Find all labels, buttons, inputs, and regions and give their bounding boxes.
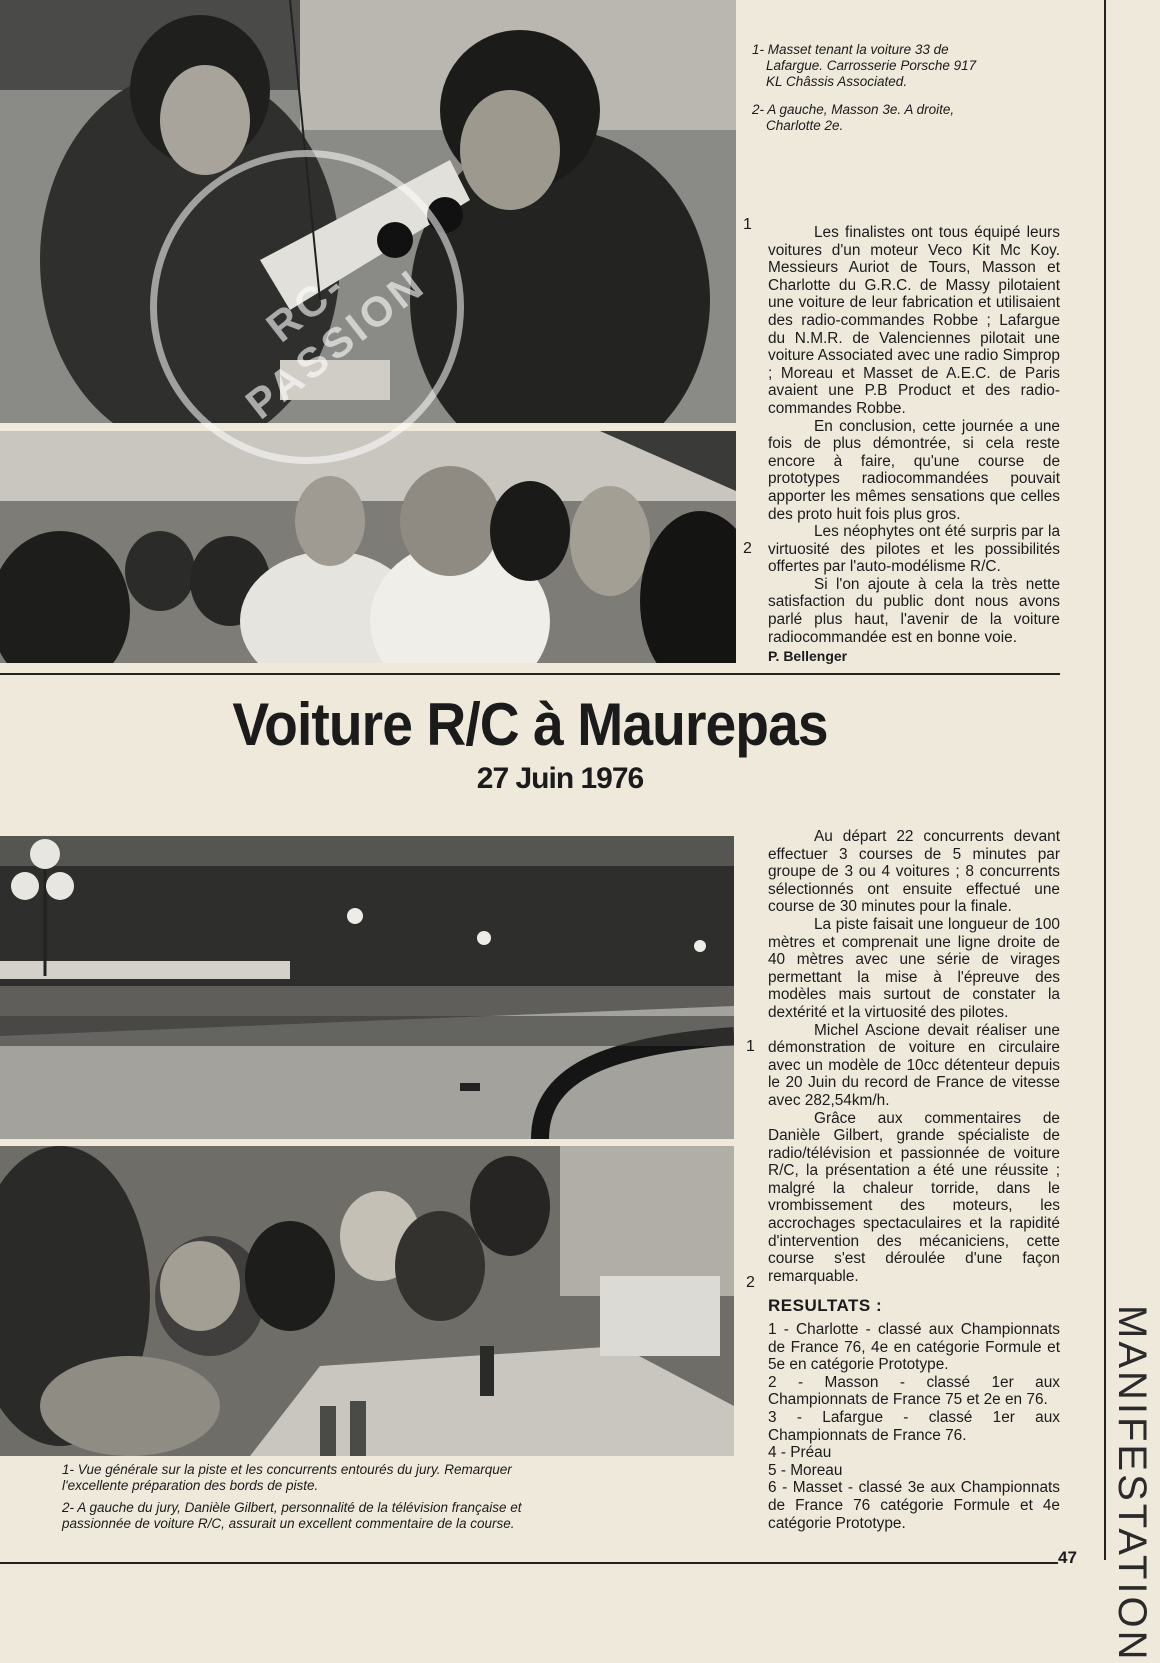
photo-number-1-bottom: 1 bbox=[746, 1038, 755, 1055]
result-item-3: 3 - Lafargue - classé 1er aux Championnats de France 76. bbox=[768, 1409, 1060, 1444]
result-item-4: 4 - Préau bbox=[768, 1444, 832, 1462]
results-section bbox=[768, 1297, 1060, 1532]
top-paragraph-2: En conclusion, cette journée a une fois de plus démontrée, si cela reste encore à faire, qu'une course de prototypes radiocommandées pouvait apporter les mêmes sensations que celles des proto huit fois plus gros. bbox=[768, 417, 1060, 523]
watermark-text: RC-PASSION bbox=[236, 259, 435, 429]
photo-jury-table bbox=[0, 1146, 734, 1456]
article-text-column bbox=[768, 828, 1060, 1532]
bottom-photo-captions bbox=[62, 1462, 532, 1532]
top-paragraph-3: Les néophytes ont été surpris par la virtuosité des pilotes et les possibilités offertes par l'auto-modélisme R/C. bbox=[768, 523, 1060, 576]
article-paragraph-4: Grâce aux commentaires de Danièle Gilbert, grande spécialiste de radio/télévision et passionnée de voiture R/C, la présentation a été une réussite ; malgré la chaleur torride, dans le vrombissement des moteurs, les accrochages spectaculaires et la rapidité d'intervention des mécaniciens, cette course s'est déroulée d'une façon remarquable. bbox=[768, 1109, 1060, 1285]
result-item-1: 1 - Charlotte - classé aux Championnats de France 76, 4e en catégorie Formule et 5e en catégorie Prototype. bbox=[768, 1321, 1060, 1374]
top-paragraph-1: Les finalistes ont tous équipé leurs voitures d'un moteur Veco Kit Mc Koy. Messieurs Auriot de Tours, Masson et Charlotte du G.R.C. de Massy pilotaient une voiture de leur fabrication et utilisaient des radio-commandes Robbe ; Lafargue du N.M.R. de Valenciennes pilotait une voiture Associated avec une radio Simprop ; Moreau et Masset de A.E.C. de Paris avaient une P.B Product et des radio-commandes Robbe. bbox=[768, 224, 1060, 417]
photo-number-2-bottom: 2 bbox=[746, 1274, 755, 1291]
result-item-5: 5 - Moreau bbox=[768, 1461, 843, 1479]
photo-track-overview bbox=[0, 836, 734, 1139]
article-paragraph-2: La piste faisait une longueur de 100 mètres et comprenait une ligne droite de 40 mètres avec une série de virages permettant la mise à l'épreuve des modèles mais surtout de constater la dextérité et la virtuosité des pilotes. bbox=[768, 915, 1060, 1021]
sidebar-rule bbox=[1104, 0, 1106, 1560]
section-divider bbox=[0, 673, 1060, 675]
photo-masson-charlotte bbox=[0, 431, 736, 663]
photo-number-2-top: 2 bbox=[743, 540, 752, 557]
sidebar-label: MANIFESTATION bbox=[1110, 1305, 1154, 1663]
top-text-column bbox=[768, 224, 1060, 666]
page-number: 47 bbox=[1058, 1548, 1077, 1567]
top-photo-captions bbox=[752, 42, 982, 134]
result-item-2: 2 - Masson - classé 1er aux Championnats de France 75 et 2e en 76. bbox=[768, 1373, 1060, 1409]
author: P. Bellenger bbox=[768, 648, 848, 665]
bottom-caption-2: 2- A gauche du jury, Danièle Gilbert, personnalité de la télévision française et passionnée de voiture R/C, assurait un excellent commentaire de la course. bbox=[62, 1500, 522, 1531]
article-paragraph-3: Michel Ascione devait réaliser une démonstration de voiture en circulaire avec un modèle de 10cc détenteur depuis le 20 Juin du record de France de vitesse avec 282,54km/h. bbox=[768, 1021, 1060, 1109]
results-list bbox=[768, 1321, 1060, 1532]
top-paragraph-4: Si l'on ajoute à cela la très nette satisfaction du public dont nous avons parlé plus haut, l'avenir de la voiture radiocommandée est en bonne voie. bbox=[768, 575, 1060, 646]
article-paragraph-1: Au départ 22 concurrents devant effectuer 3 courses de 5 minutes par groupe de 3 ou 4 voitures ; 8 concurrents sélectionnés ont ensuite effectué une course de 30 minutes pour la finale. bbox=[768, 828, 1060, 916]
bottom-caption-1: 1- Vue générale sur la piste et les concurrents entourés du jury. Remarquer l'excellente préparation des bords de piste. bbox=[62, 1462, 512, 1493]
top-caption-2: 2- A gauche, Masson 3e. A droite, Charlotte 2e. bbox=[752, 102, 955, 133]
article-date: 27 Juin 1976 bbox=[476, 762, 644, 795]
bottom-rule bbox=[0, 1562, 1058, 1564]
result-item-6: 6 - Masset - classé 3e aux Championnats de France 76 catégorie Formule et 4e catégorie Prototype. bbox=[768, 1479, 1060, 1532]
article-title: Voiture R/C à Maurepas bbox=[232, 691, 828, 758]
top-caption-1: 1- Masset tenant la voiture 33 de Lafargue. Carrosserie Porsche 917 KL Châssis Associated. bbox=[752, 42, 977, 89]
photo-number-1-top: 1 bbox=[743, 216, 752, 233]
results-heading: RESULTATS : bbox=[768, 1296, 883, 1316]
